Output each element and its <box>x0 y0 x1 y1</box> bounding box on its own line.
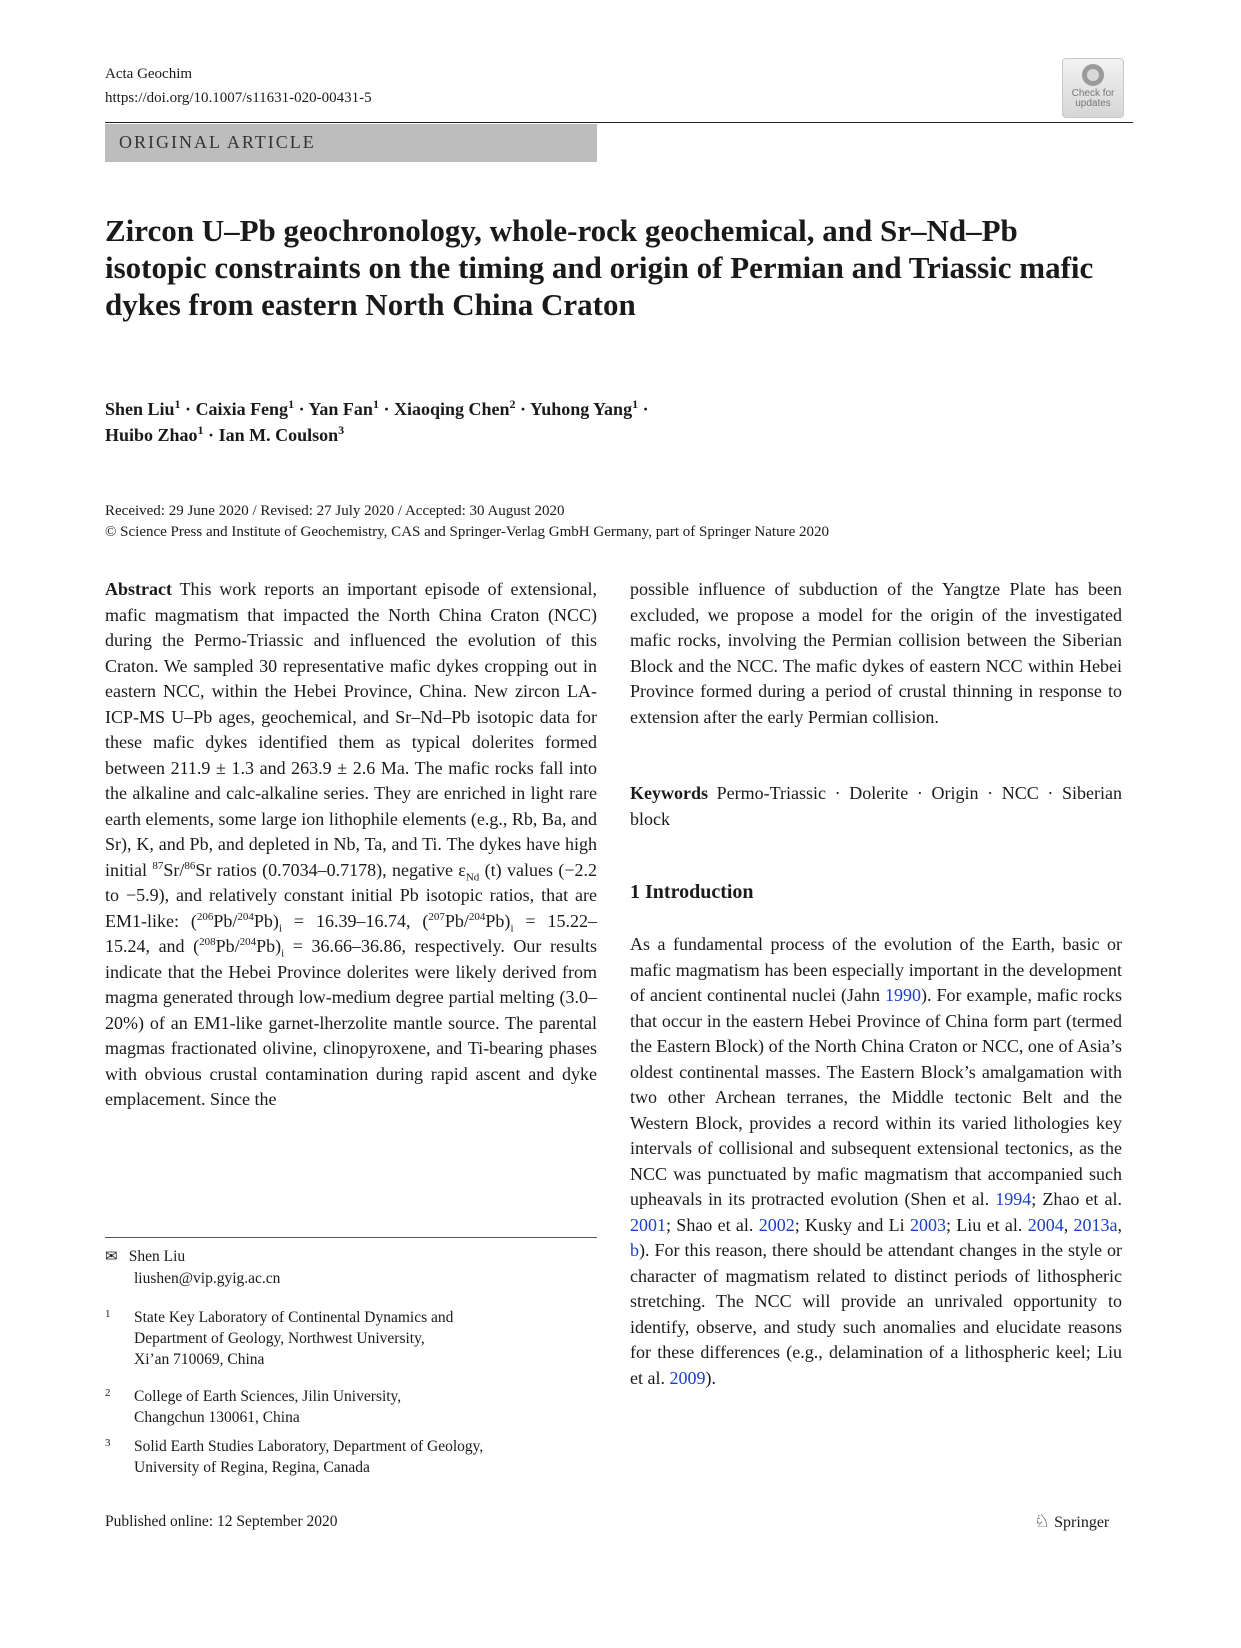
isotope-mass: 207 <box>428 910 445 923</box>
citation-link[interactable]: 1994 <box>995 1189 1032 1209</box>
affiliation-line: Changchun 130061, China <box>134 1409 300 1426</box>
publisher-name: Springer <box>1054 1514 1110 1531</box>
article-type: ORIGINAL ARTICLE <box>119 132 316 152</box>
citation-link[interactable]: 2004 <box>1027 1214 1064 1235</box>
citation-link[interactable]: 2013a <box>1073 1214 1118 1235</box>
citation-link[interactable]: 2003 <box>909 1214 946 1235</box>
isotope-mass: 204 <box>239 936 257 948</box>
isotope-mass: 86 <box>184 859 196 872</box>
author-affiliation-number: 1 <box>174 397 181 411</box>
author-affiliation-number: 3 <box>338 423 345 437</box>
initial-subscript: i <box>281 947 285 960</box>
affiliation-line: Department of Geology, Northwest University, <box>134 1330 425 1347</box>
envelope-icon: ✉ <box>105 1249 118 1265</box>
epsilon-subscript: Nd <box>465 871 480 884</box>
affiliation-line: Xi’an 710069, China <box>134 1351 265 1368</box>
author-name[interactable]: Shen Liu <box>105 399 175 419</box>
author-name[interactable]: Yan Fan <box>308 399 373 419</box>
article-type-band <box>105 124 597 162</box>
author-name[interactable]: Caixia Feng <box>195 399 289 419</box>
body-text: ; Kusky and Li <box>794 1214 910 1235</box>
body-text: ). For this reason, there should be attendant changes in the style or character of magmatism related to distinct periods of lithospheric stretching. The NCC will provide an unrivaled opportunity to identify, observe, and study such anomalies and elucidate reasons for these differences (e.g., delamination of a lithospheric keel; Liu et al. <box>630 1240 1122 1388</box>
publisher-logo <box>1034 1510 1109 1534</box>
header-rule <box>105 122 1133 123</box>
citation-link[interactable]: 2009 <box>669 1367 706 1388</box>
abstract-continued: possible influence of subduction of the Yangtze Plate has been excluded, we propose a model for the origin of the investigated mafic rocks, involving the Permian collision between the Siberian Block and the NCC. The mafic dykes of eastern NCC within Hebei Province formed during a period of crustal thinning in response to extension after the early Permian collision. <box>630 579 1122 727</box>
abstract-text: Sr ratios (0.7034–0.7178), negative ε <box>195 859 466 880</box>
abstract-text: This work reports an important episode of extensional, mafic magmatism that impacted the North China Craton (NCC) during the Permo-Triassic and influenced the evolution of this Craton. We sampled 30 representative mafic dykes cropping out in eastern NCC, within the Hebei Province, China. New zircon LA-ICP-MS U–Pb ages, geochemical, and Sr–Nd–Pb isotopic data for these mafic dykes identified them as typical dolerites formed between 211.9 ± 1.3 and 263.9 ± 2.6 Ma. The mafic rocks fall into the alkaline and calc-alkaline series. They are enriched in light rare earth elements, some large ion lithophile elements (e.g., Rb, Ba, and Sr), K, and Pb, and depleted in Nb, Ta, and Ti. The dykes have high initial <box>105 579 597 880</box>
article-dates: Received: 29 June 2020 / Revised: 27 July 2020 / Accepted: 30 August 2020 <box>105 503 565 519</box>
affiliation-line: University of Regina, Regina, Canada <box>134 1459 370 1476</box>
copyright-line: © Science Press and Institute of Geochemistry, CAS and Springer-Verlag GmbH Germany, part of Springer Nature 2020 <box>105 524 829 540</box>
paper-title: Zircon U–Pb geochronology, whole-rock geochemical, and Sr–Nd–Pb isotopic constraints on the timing and origin of Permian and Triassic mafic dykes from eastern North China Craton <box>105 213 1094 322</box>
author-affiliation-number: 1 <box>288 397 295 411</box>
affiliation-line: State Key Laboratory of Continental Dynamics and <box>134 1309 454 1326</box>
isotope-mass: 204 <box>237 910 254 923</box>
body-text: As a fundamental process of the evolution of the Earth, basic or mafic magmatism has been especially important in the development of ancient continental nuclei (Jahn <box>630 934 1122 1005</box>
author-name[interactable]: Huibo Zhao <box>105 425 198 445</box>
body-text: ; Shao et al. <box>666 1214 759 1235</box>
citation-link[interactable]: b <box>630 1240 639 1260</box>
journal-name: Acta Geochim <box>105 66 193 82</box>
abstract-text: Pb) <box>253 910 279 931</box>
body-text: ). For example, mafic rocks that occur in the eastern Hebei Province of China form part (termed the Eastern Block) of the North China Craton or NCC, one of Asia’s oldest continental masses. The Eastern Block’s amalgamation with two other Archean terranes, the Middle tectonic Belt and the Western Block, provides a record within its varied lithologies key intervals of collisional and subsequent extensional tectonics, as the NCC was punctuated by mafic magmatism that accompanied such upheavals in its protracted evolution (Shen et al. <box>630 985 1123 1209</box>
author-name[interactable]: Ian M. Coulson <box>218 425 339 445</box>
isotope-mass: 206 <box>196 910 214 923</box>
abstract-text: Pb) <box>485 910 511 931</box>
author-affiliation-number: 1 <box>632 397 639 411</box>
author-list: Shen Liu$^1$ · Caixia Feng$^1$ · Yan Fan$^1$ · Xiaoqing Chen$^2$ · Yuhong Yang$^1$ · Huibo Zhao$^1$ · Ian M. Coulson$^3$ <box>105 397 649 445</box>
published-online-date: Published online: 12 September 2020 <box>105 1513 338 1530</box>
citation-link[interactable]: 2002 <box>758 1214 795 1235</box>
initial-subscript: i <box>510 922 514 935</box>
isotope-mass: 204 <box>468 910 486 923</box>
check-updates-label: Check for updates <box>1071 88 1115 109</box>
corresponding-email[interactable]: liushen@vip.gyig.ac.cn <box>134 1270 281 1287</box>
author-name[interactable]: Xiaoqing Chen <box>393 399 510 419</box>
keywords <box>630 781 1122 832</box>
abstract-label: Abstract <box>105 579 172 599</box>
body-text: , <box>1117 1214 1122 1235</box>
initial-subscript: i <box>278 922 282 935</box>
isotope-mass: 208 <box>199 936 216 948</box>
check-for-updates-badge[interactable] <box>1062 58 1124 118</box>
affiliation-line: College of Earth Sciences, Jilin University, <box>134 1388 402 1405</box>
abstract: Abstract This work reports an important episode of extensional, mafic magmatism that impacted the North China Craton (NCC) during the Permo-Triassic and influenced the evolution of this Craton. We sampled 30 representative mafic dykes cropping out in eastern NCC, within the Hebei Province, China. New zircon LA-ICP-MS U–Pb ages, geochemical, and Sr–Nd–Pb isotopic data for these mafic dykes identified them as typical dolerites formed between 211.9 ± 1.3 and 263.9 ± 2.6 Ma. The mafic rocks fall into the alkaline and calc-alkaline series. They are enriched in light rare earth elements, some large ion lithophile elements (e.g., Rb, Ba, and Sr), K, and Pb, and depleted in Nb, Ta, and Ti. The dykes have high initial $^{87}$Sr/$^{86}$Sr ratios (0.7034–0.7178), negative $\varepsilon_{Nd}$ (t) values (−2.2 to −5.9), and relatively constant initial Pb isotopic ratios, that are EM1-like: $(^{206}Pb/^{204}Pb)_i = 16.39-16.74$, $(^{207}Pb/^{204}Pb)_i = 15.22-15.24$, and $(^{208}Pb/^{204}Pb)_i = 36.66-36.86$, respectively. Our results indicate that the Hebei Province dolerites were likely derived from magma generated through low-medium degree partial melting (3.0–20%) of an EM1-like garnet-lherzolite mantle source. The parental magmas fractionated olivine, clinopyroxene, and Ti-bearing phases with obvious crustal contamination during rapid ascent and dyke emplacement. Since the <box>105 579 598 1109</box>
author-name[interactable]: Yuhong Yang <box>529 399 633 419</box>
keywords-text: Permo-Triassic · Dolerite · Origin · NCC · Siberian block <box>630 783 1123 829</box>
check-updates-icon <box>1082 64 1104 86</box>
affiliation-number: 3 <box>105 1437 111 1449</box>
abstract-text: = 16.39–16.74, ( <box>282 910 429 931</box>
body-text: , <box>1063 1214 1074 1235</box>
citation-link[interactable]: 2001 <box>630 1214 666 1235</box>
footnote-rule <box>105 1237 597 1238</box>
abstract-text: = 15.22–15.24, and ( <box>105 910 597 956</box>
body-text: ; Liu et al. <box>945 1214 1028 1235</box>
introduction-text <box>630 932 1122 1391</box>
isotope-mass: 87 <box>152 859 164 872</box>
section-heading-introduction: 1 Introduction <box>630 881 754 903</box>
abstract-text: = 36.66–36.86, respectively. Our results indicate that the Hebei Province dolerites were likely derived from magma generated through low-medium degree partial melting (3.0–20%) of an EM1-like garnet-lherzolite mantle source. The parental magmas fractionated olivine, clinopyroxene, and Ti-bearing phases with obvious crustal contamination during rapid ascent and dyke emplacement. Since the <box>105 936 597 1109</box>
author-affiliation-number: 1 <box>197 423 204 437</box>
affiliation-line: Solid Earth Studies Laboratory, Department of Geology, <box>134 1438 484 1455</box>
abstract-text: (t) values (−2.2 to −5.9), and relatively constant initial Pb isotopic ratios, that are EM1-like: ( <box>105 859 598 931</box>
corresponding-author <box>105 1246 597 1289</box>
abstract-text: Pb) <box>256 936 282 956</box>
springer-horse-icon: ♘ <box>1034 1511 1051 1531</box>
author-affiliation-number: 1 <box>372 397 379 411</box>
doi-link[interactable]: https://doi.org/10.1007/s11631-020-00431-5 <box>105 90 372 106</box>
corresponding-name: Shen Liu <box>128 1248 186 1265</box>
citation-link[interactable]: 1990 <box>885 985 921 1005</box>
author-affiliation-number: 2 <box>509 397 516 411</box>
body-text: ). <box>705 1367 716 1388</box>
affiliation-number: 2 <box>105 1387 111 1399</box>
body-text: ; Zhao et al. <box>1031 1189 1123 1209</box>
keywords-label: Keywords <box>630 783 708 803</box>
affiliation-number: 1 <box>105 1308 111 1320</box>
